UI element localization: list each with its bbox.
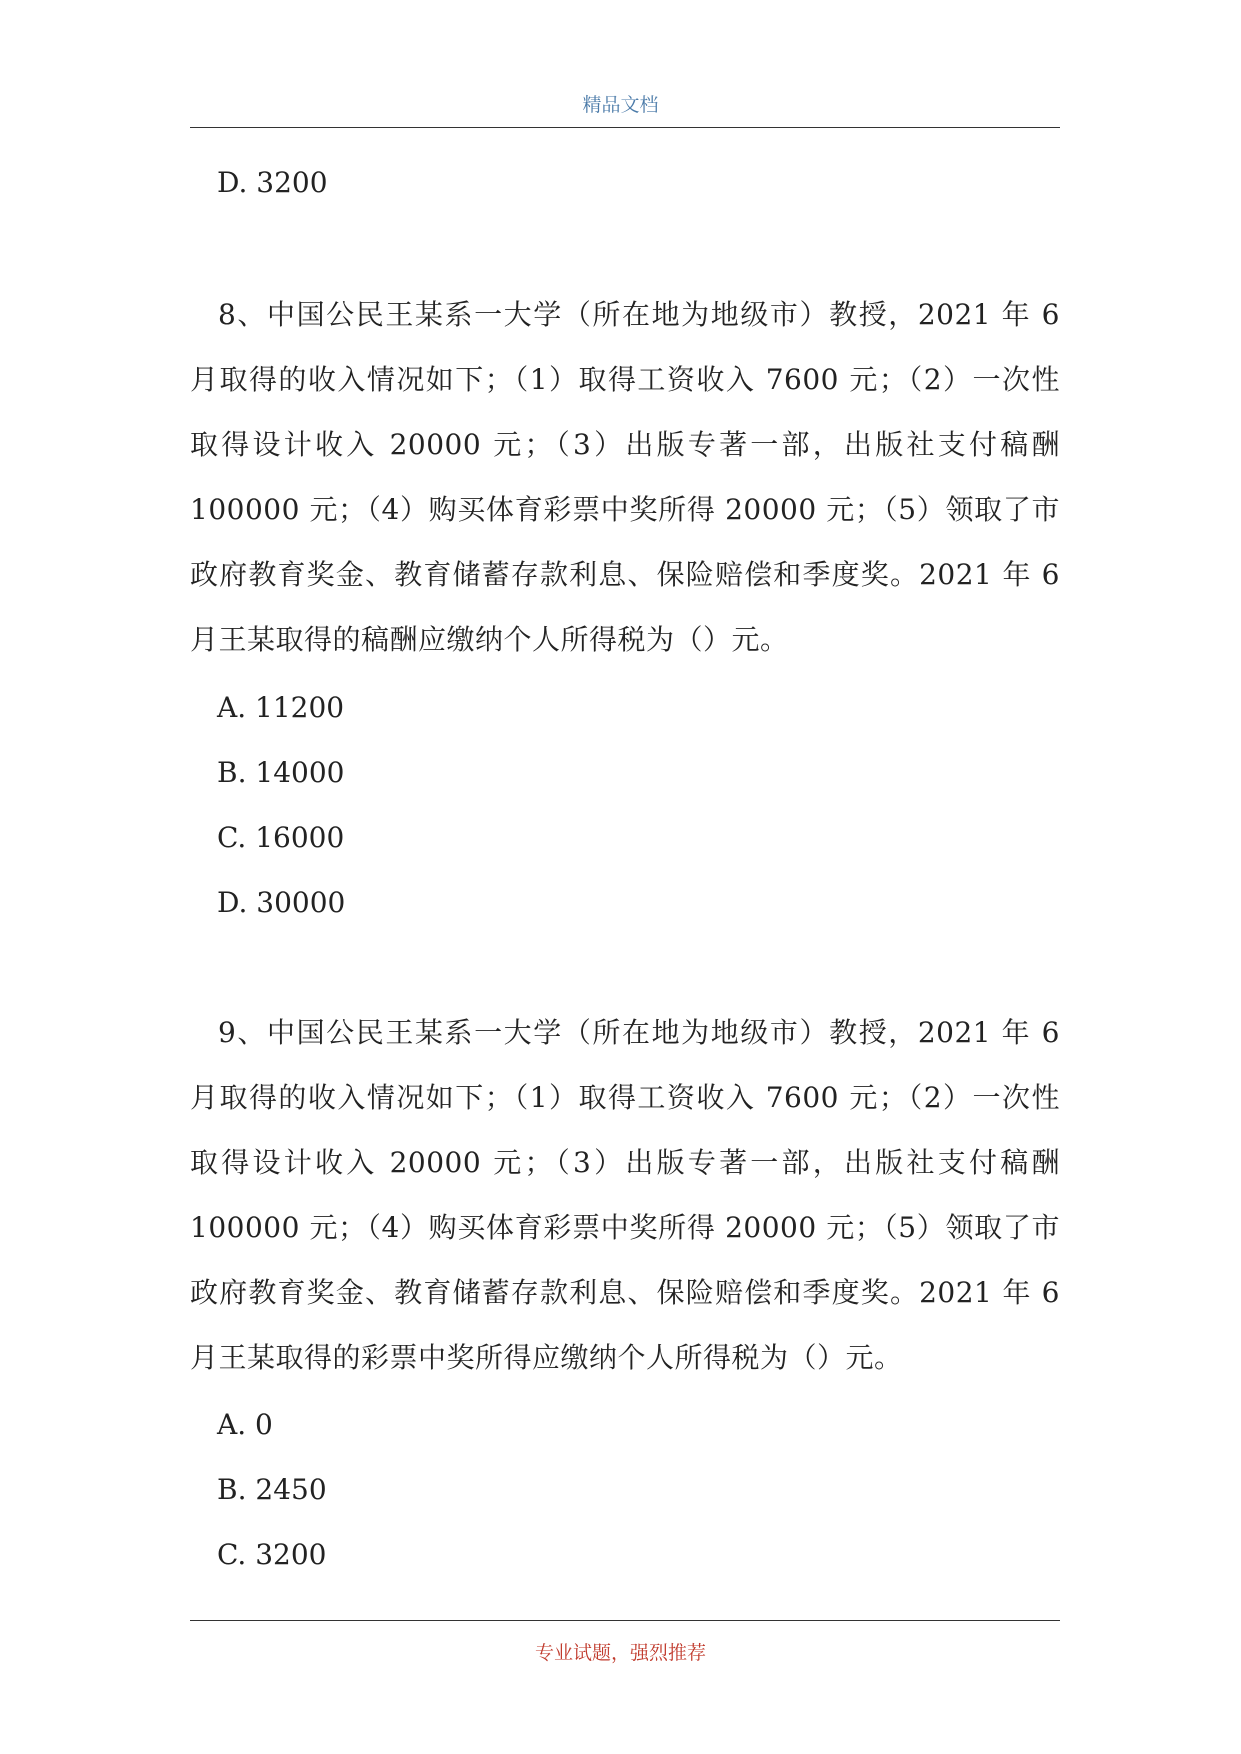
- q8-option-c: C. 16000: [217, 821, 345, 854]
- q8-option-d: D. 30000: [217, 886, 346, 919]
- q8-option-b: B. 14000: [217, 756, 345, 789]
- footer-rule: [190, 1620, 1060, 1621]
- header-rule: [190, 127, 1060, 128]
- footer-text: 专业试题，强烈推荐: [534, 1642, 706, 1664]
- q8-option-a: A. 11200: [217, 691, 345, 724]
- prev-option-d: D. 3200: [217, 166, 328, 199]
- question-9-body: 9、中国公民王某系一大学（所在地为地级市）教授，2021 年 6 月取得的收入情况如下；（1）取得工资收入 7600 元；（2）一次性取得设计收入 20000 元；（3）出版专著一部，出版社支付稿酬 100000 元；（4）购买体育彩票中奖所得 20000 元；（5）领取了市政府教育奖金、教育储蓄存款利息、保险赔偿和季度奖。2021 年 6 月王某取得的彩票中奖所得应缴纳个人所得税为（）元。: [190, 1016, 1060, 1374]
- question-8-body: 8、中国公民王某系一大学（所在地为地级市）教授，2021 年 6 月取得的收入情况如下；（1）取得工资收入 7600 元；（2）一次性取得设计收入 20000 元；（3）出版专著一部，出版社支付稿酬 100000 元；（4）购买体育彩票中奖所得 20000 元；（5）领取了市政府教育奖金、教育储蓄存款利息、保险赔偿和季度奖。2021 年 6 月王某取得的稿酬应缴纳个人所得税为（）元。: [190, 298, 1060, 656]
- question-8-text: [190, 282, 1060, 672]
- header-title: 精品文档: [582, 94, 659, 116]
- q9-option-c: C. 3200: [217, 1538, 327, 1571]
- question-9-text: [190, 1000, 1060, 1390]
- q9-option-a: A. 0: [217, 1408, 273, 1441]
- q9-option-b: B. 2450: [217, 1473, 327, 1506]
